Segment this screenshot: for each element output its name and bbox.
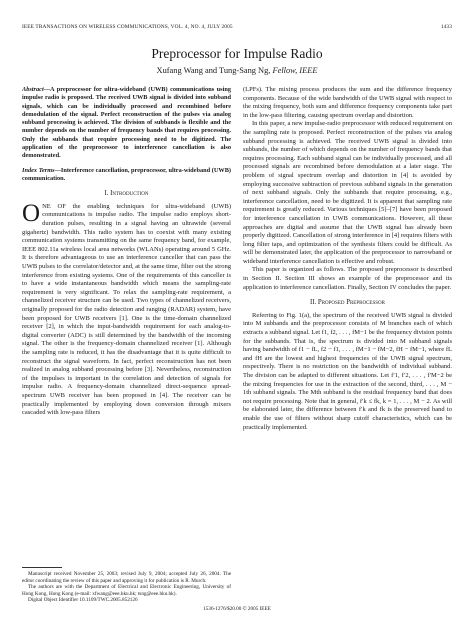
- copyright-footer: 1536-1276/$20.00 © 2005 IEEE: [203, 606, 271, 612]
- index-terms: [22, 167, 231, 184]
- author-line: [0, 66, 474, 75]
- footnote-received: Manuscript received November 25, 2003; revised July 9, 2004; accepted July 26, 2004. The editor coordinating the review of this paper and approving it for publication is R. Murch.: [22, 571, 231, 584]
- running-header: [22, 24, 452, 30]
- footnote-doi: Digital Object Identifier 10.1109/TWC.2005.852126: [28, 597, 138, 604]
- index-terms-lead: Index Terms: [22, 166, 55, 174]
- footnote-divider: [22, 567, 62, 568]
- journal-name: IEEE TRANSACTIONS ON WIRELESS COMMUNICATIONS, VOL. 4, NO. 4, JULY 2005: [22, 24, 233, 30]
- footnotes: [22, 571, 231, 604]
- paragraph: (LPFs). The mixing process produces the sum and the difference frequency components. Because of the wide bandwidth of the UWB signal with respect to the mixing frequency, both sum and difference frequency components take part in the low-pass filtering, causing spectrum overlap and distortion.: [243, 86, 452, 119]
- right-column: [243, 86, 452, 432]
- author-suffix: Fellow, IEEE: [270, 66, 318, 75]
- section-heading-introduction: I. Introduction: [104, 190, 149, 198]
- abstract-lead: Abstract: [22, 86, 44, 93]
- paragraph: Referring to Fig. 1(a), the spectrum of the received UWB signal is divided into M subbands and the preprocessor consists of M branches each of which extracts a subband signal. Let f1, f2, . . . , fM−1 be the frequency division points for the subbands. That is, the spectrum is divided into M subband signals having bandwidth of f1 − fL, f2 − f1, . . . , fM−1 − fM−2, fH − fM−1, where fL and fH are the lowest and highest frequencies of the UWB signal spectrum, respectively. There is no restriction on the bandwidth of individual subband. The division can be adapted to different situations. Let f′1, f′2, . . . , f′M−2 be the mixing frequencies for use in the extraction of the second, third, . . . , M − 1th subband signals. The Mth subband is the residual frequency band that does not require processing. Note that in general, f′k ≤ fk, k = 1, . . . , M − 2. As will be elaborated later, the difference between f′k and fk is the preserved band to enable the use of filters without sharp cutoff characteristics, which can be practically implemented.: [243, 311, 452, 431]
- paragraph: In this paper, a new impulse-radio preprocessor with reduced requirement on the sampling rate is proposed. Perfect reconstruction of the pulses via analog subband processing is achieved. The received UWB signal is divided into subbands, the number of which depends on the number of frequency bands that requires processing. Each subband signal can be individually processed, and all processed signals are recombined before demodulation at a later stage. The problem of signal spectrum overlap and distortion in [4] is avoided by employing successive subtraction of previous subband signals in the generation of next subband signals. Only the subbands that require processing, e.g., interference cancellation, need to be digitized. It is apparent that sampling rate requirement is greatly reduced. Various techniques [5]–[7] have been proposed for interference cancellation in UWB communications. However, all these approaches are digital and assume that the UWB signal has already been properly digitized. Cancellation of strong interference in [4] requires filters with long filter taps, and optimization of the synthesis filters could be difficult. As will be demonstrated later, the application of the preprocessor to narrowband or wideband interference cancellation is effective and robust.: [243, 120, 452, 265]
- abstract-text: —A preprocessor for ultra-wideband (UWB) communications using impulse radio is proposed. The received UWB signal is divided into subband signals, which can be individually processed and recombined before demodulation of the signal. Perfect reconstruction of the pulses via analog subband processing is achieved. The division of subbands is flexible and the number depends on the number of frequency bands that requires processing. Only the subbands that require processing need to be digitized. The application of the preprocessor to interference cancellation is also demonstrated.: [22, 86, 231, 160]
- intro-paragraph: [22, 199, 231, 418]
- author-names: Xufang Wang and Tung-Sang Ng,: [156, 66, 271, 75]
- index-terms-text: —Interference cancellation, preprocessor, ultra-wideband (UWB) communication.: [22, 166, 232, 182]
- intro-paragraph-text: NE OF the enabling techniques for ultra-wideband (UWB) communications is impulse radio. The impulse radio employs short-duration pulses, resulting in a signal having an ultrawide (several gigahertz) bandwidth. This radio system has to coexist with many existing communication systems transmitting on the same frequency band, for example, IEEE 802.11a wireless local area networks (WLANs) operating around 5 GHz. It is therefore advantageous to use an interference canceller that can pass the UWB pulses to the correlator/detector and, at the same time, filter out the strong interference from existing systems. One of the requirements of this canceller is to have a wide instantaneous bandwidth which means the sampling-rate requirement is very significant. To relax the sampling-rate requirement, a channelized receiver structure can be used. Two types of channelized receivers, originally proposed for the radio detection and ranging (RADAR) system, have been proposed for UWB receivers [1]. One is the time-domain channelized receiver [2], in which the input-bandwidth requirement for each analog-to-digital converter (ADC) is still determined by the bandwidth of the incoming signal. The other is the frequency-domain channelized receiver [1]. Although the sampling rate is reduced, it has the disadvantage that it is quite difficult to reconstruct the signal waveform. In fact, perfect reconstruction has not been realized in analog subband processing before [3]. Nevertheless, reconstruction of the impulses is important in the correlation and detection of signals for impulse radio. A frequency-domain channelized direct-sequence spread-spectrum UWB receiver has been proposed in [4]. The receiver can be practically implemented by employing down conversion through mixers cascaded with low-pass filters: [22, 202, 231, 417]
- section-heading-proposed-preprocessor: II. Proposed Preprocessor: [310, 299, 385, 307]
- footnote-affiliation: The authors are with the Department of Electrical and Electronic Engineering, University of Hong Kong, Hong Kong (e-mail: xfwang@eee.hku.hk; tsng@eee.hku.hk).: [22, 584, 231, 597]
- paragraph: This paper is organized as follows. The proposed preprocessor is described in Section II. Section III shows an example of the preprocessor and its application to interference cancellation. Finally, Section IV concludes the paper.: [243, 266, 452, 291]
- page-number: 1433: [440, 24, 452, 30]
- paper-title: Preprocessor for Impulse Radio: [151, 46, 323, 61]
- left-column: [22, 86, 231, 418]
- drop-cap: O: [22, 199, 41, 227]
- abstract: [22, 86, 231, 161]
